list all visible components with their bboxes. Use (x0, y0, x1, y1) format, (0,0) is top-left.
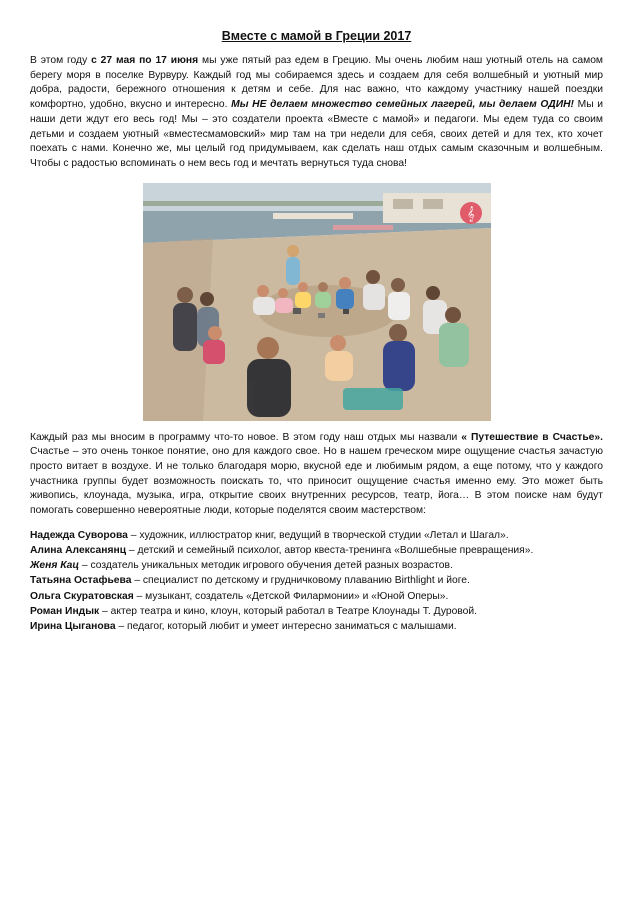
list-item: Алина Алексанянц – детский и семейный психолог, автор квеста-тренинга «Волшебные превращения». (30, 545, 534, 557)
document-title: Вместе с мамой в Греции 2017 (221, 29, 412, 43)
spacer (30, 519, 603, 528)
document-page (30, 28, 603, 634)
list-item: Роман Индык – актер театра и кино, клоун, который работал в Театре Клоунады Т. Дуровой. (30, 605, 478, 617)
intro-paragraph: В этом году с 27 мая по 17 июня мы уже пятый раз едем в Грецию. Мы очень любим наш уютный отель на самом берегу моря в поселке Вурвуру. Каждый год мы собираемся здесь и создаем для себя волшебный и уютный мир добра, радости, бережного отношения к детям и себе. Для нас важно, что каждому участнику нашей поездки комфортно, удобно, вкусно и интересно. Мы НЕ делаем множество семейных лагерей, мы делаем ОДИН! Мы и наши дети ждут его весь год! Мы – это создатели проекта «Вместе с мамой» и педагоги. Мы едем туда со своим детьми и создаем уютный «вместесмамовский» мир там на три недели для себя, своих детей и для тех, кто хочет поехать с нами. Конечно же, мы целый год придумываем, как сделать наш отдых самым сказочным и волшебным. Чтобы с радостью вспоминать о нем весь год и мечтать вернуться туда снова! (30, 55, 604, 169)
program-theme: « Путешествие в Счастье». (461, 431, 603, 443)
teachers-list (30, 528, 603, 634)
beach-group-photo (143, 183, 491, 421)
svg-text:𝄞: 𝄞 (466, 206, 475, 222)
intro-emphasis: Мы НЕ делаем множество семейных лагерей, мы делаем ОДИН! (231, 99, 574, 111)
list-item: Татьяна Остафьева – специалист по детскому и грудничковому плаванию Birthlight и йоге. (30, 575, 470, 587)
list-item: Ирина Цыганова – педагог, который любит и умеет интересно заниматься с малышами. (30, 621, 457, 633)
program-paragraph: Каждый раз мы вносим в программу что-то новое. В этом году наш отдых мы назвали « Путешествие в Счастье». Счастье – это очень тонкое понятие, оно для каждого свое. Но в нашем греческом мире ощущение счастья зачастую просто витает в воздухе. И не только благодаря морю, вкусной еде и любимым рядом, а еще потому, что у каждого участника группы будет возможность поискать то, что приносит ощущение счастья именно ему. Это может быть живопись, клоунада, музыка, игра, открытие своих внутренних ресурсов, театр, йога… В этом поиске нам будут помогать совершенно невероятные люди, которые поделятся своим мастерством: (30, 431, 603, 517)
trip-dates: с 27 мая по 17 июня (91, 55, 199, 66)
list-item: Надежда Суворова – художник, иллюстратор книг, ведущий в творческой студии «Летал и Шагал». (30, 529, 509, 541)
list-item: Ольга Скуратовская – музыкант, создатель «Детской Филармонии» и «Юной Оперы». (30, 590, 449, 602)
list-item: Женя Кац – создатель уникальных методик игрового обучения детей разных возрастов. (30, 560, 453, 572)
